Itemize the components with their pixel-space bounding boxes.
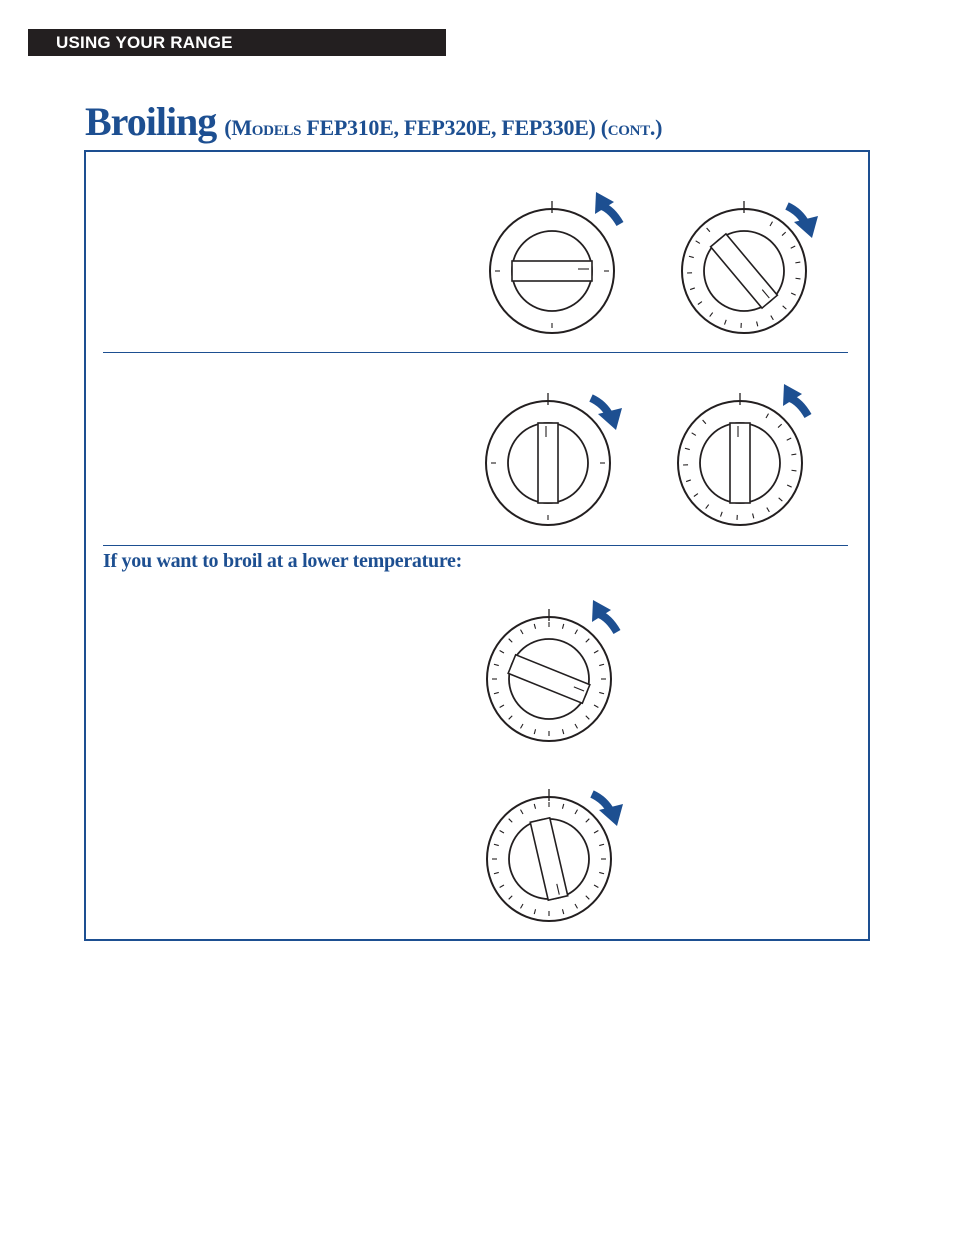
knob-pointer-bar (538, 423, 558, 503)
dial-step2-right (658, 378, 828, 538)
divider-step1 (103, 352, 848, 353)
section-header-bar (28, 29, 446, 56)
divider-step2 (103, 545, 848, 546)
page-title-main: Broiling (85, 99, 217, 144)
lower-temperature-heading: If you want to broil at a lower temperature: (103, 550, 462, 572)
dial-step1-left (470, 186, 640, 346)
knob-pointer-bar (512, 261, 592, 281)
counterclockwise-arrow-icon (595, 192, 620, 224)
counterclockwise-arrow-icon (783, 384, 808, 416)
dial-lower-temp-2 (467, 774, 637, 934)
section-header-label: USING YOUR RANGE (56, 33, 233, 52)
dial-step2-left (466, 378, 636, 538)
dial-step1-right (662, 186, 832, 346)
page-title (85, 99, 663, 144)
knob-pointer-bar (730, 423, 750, 503)
counterclockwise-arrow-icon (592, 600, 617, 632)
page-title-models: (Models FEP310E, FEP320E, FEP330E) (cont.) (224, 115, 663, 140)
dial-lower-temp-1 (467, 594, 637, 754)
